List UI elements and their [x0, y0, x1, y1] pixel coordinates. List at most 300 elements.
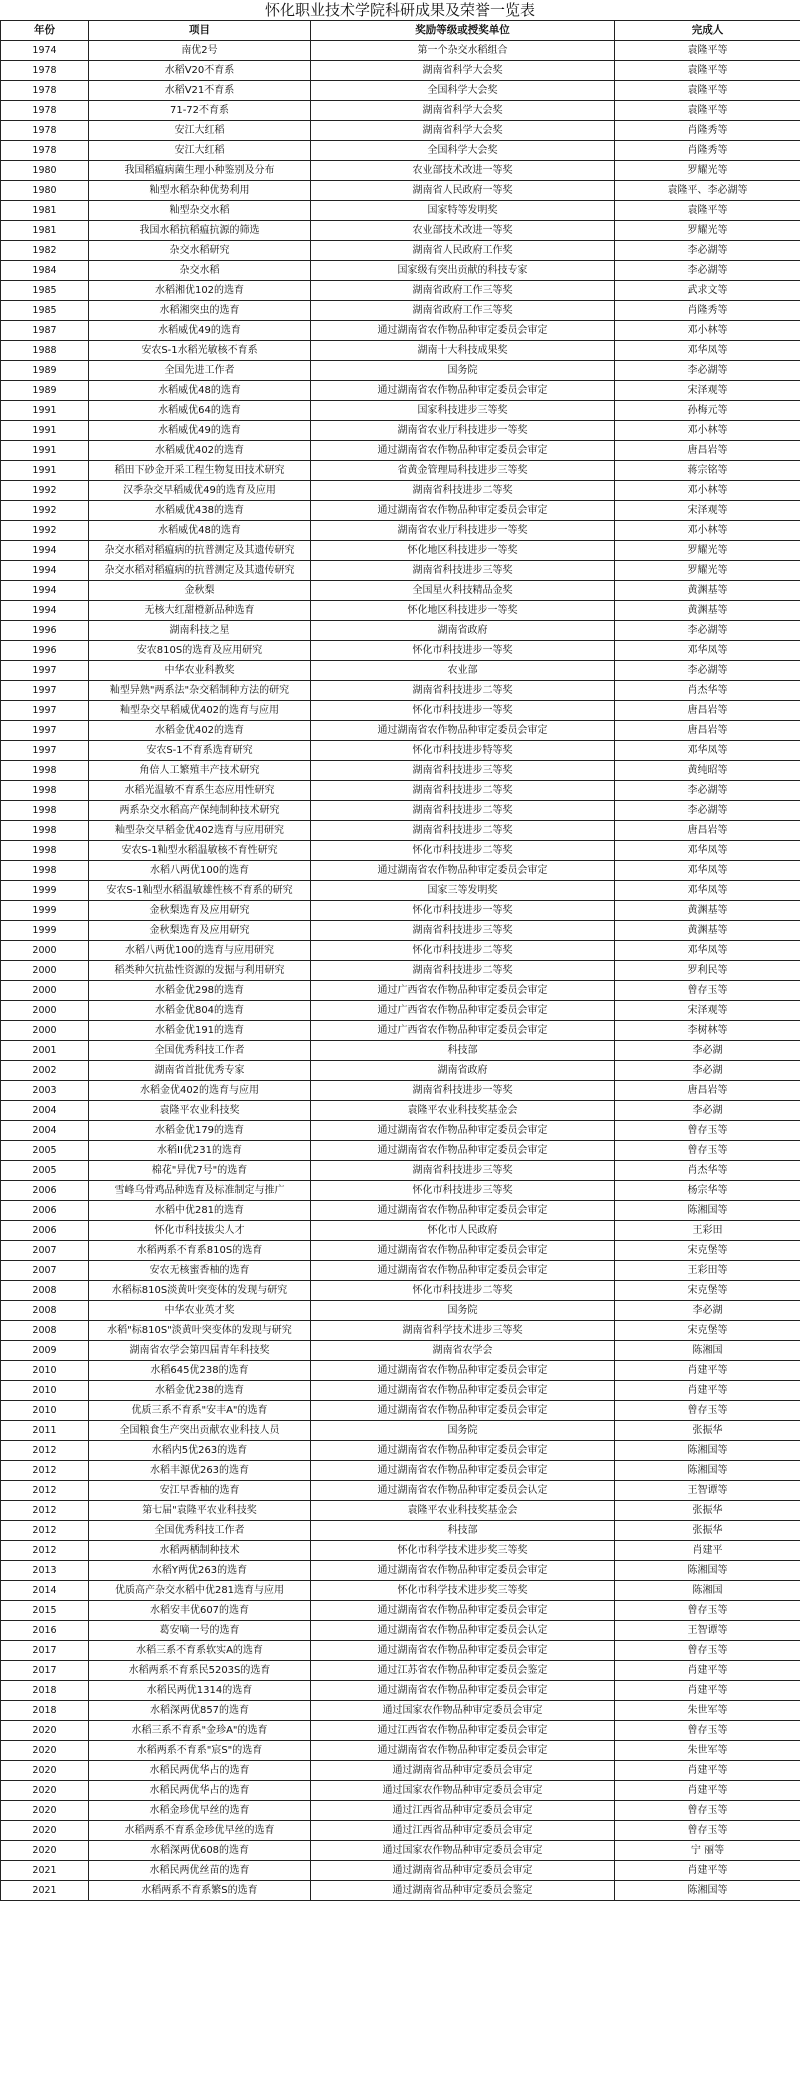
table-row — [1, 361, 800, 381]
cell-year: 2021 — [1, 1881, 89, 1901]
cell-award: 怀化地区科技进步一等奖 — [311, 541, 615, 561]
cell-year: 1980 — [1, 161, 89, 181]
cell-project: 怀化市科技拔尖人才 — [89, 1221, 311, 1241]
table-row — [1, 1001, 800, 1021]
cell-year: 1994 — [1, 541, 89, 561]
cell-project: 籼型杂交早稻威优402的选育与应用 — [89, 701, 311, 721]
cell-year: 1991 — [1, 461, 89, 481]
cell-year: 1994 — [1, 561, 89, 581]
cell-award: 国务院 — [311, 361, 615, 381]
cell-award: 通过湖南省农作物品种审定委员会审定 — [311, 501, 615, 521]
cell-person: 张振华 — [615, 1421, 800, 1441]
cell-year: 1997 — [1, 681, 89, 701]
cell-person: 肖建平等 — [615, 1681, 800, 1701]
cell-year: 1999 — [1, 921, 89, 941]
cell-person: 曾存玉等 — [615, 1721, 800, 1741]
cell-person: 武求文等 — [615, 281, 800, 301]
cell-project: 角倍人工繁殖丰产技术研究 — [89, 761, 311, 781]
cell-project: 水稻威优49的选育 — [89, 321, 311, 341]
cell-award: 通过湖南省农作物品种审定委员会审定 — [311, 1241, 615, 1261]
cell-person: 王智谭等 — [615, 1621, 800, 1641]
cell-year: 2020 — [1, 1841, 89, 1861]
cell-year: 1996 — [1, 641, 89, 661]
cell-project: 安农无核蜜香柚的选育 — [89, 1261, 311, 1281]
cell-project: 全国优秀科技工作者 — [89, 1041, 311, 1061]
cell-award: 通过江西省农作物品种审定委员会审定 — [311, 1721, 615, 1741]
table-row — [1, 1361, 800, 1381]
cell-person: 邓小林等 — [615, 481, 800, 501]
cell-year: 1994 — [1, 601, 89, 621]
table-row — [1, 121, 800, 141]
cell-person: 唐昌岩等 — [615, 721, 800, 741]
cell-year: 1998 — [1, 841, 89, 861]
cell-award: 怀化市科技进步三等奖 — [311, 1181, 615, 1201]
table-row — [1, 1861, 800, 1881]
cell-award: 湖南省科学技术进步三等奖 — [311, 1321, 615, 1341]
cell-project: 金秋梨选育及应用研究 — [89, 921, 311, 941]
table-row — [1, 561, 800, 581]
cell-award: 湖南省科技进步三等奖 — [311, 561, 615, 581]
cell-year: 2008 — [1, 1281, 89, 1301]
cell-year: 2012 — [1, 1541, 89, 1561]
cell-project: 中华农业科教奖 — [89, 661, 311, 681]
cell-project: 安农S-1不育系选育研究 — [89, 741, 311, 761]
cell-person: 陈湘国等 — [615, 1441, 800, 1461]
cell-project: 棉花"异优7号"的选育 — [89, 1161, 311, 1181]
table-row — [1, 261, 800, 281]
cell-project: 水稻威优438的选育 — [89, 501, 311, 521]
cell-award: 通过湖南省农作物品种审定委员会审定 — [311, 1561, 615, 1581]
cell-person: 陈湘国等 — [615, 1201, 800, 1221]
cell-person: 王彩田等 — [615, 1261, 800, 1281]
cell-award: 国家科技进步三等奖 — [311, 401, 615, 421]
cell-award: 通过湖南省农作物品种审定委员会审定 — [311, 1601, 615, 1621]
cell-project: 水稻八两优100的选育 — [89, 861, 311, 881]
cell-award: 怀化市科技进步一等奖 — [311, 641, 615, 661]
cell-award: 湖南省科技进步二等奖 — [311, 801, 615, 821]
cell-year: 2020 — [1, 1821, 89, 1841]
cell-award: 国务院 — [311, 1301, 615, 1321]
cell-year: 1997 — [1, 701, 89, 721]
cell-project: 水稻金优804的选育 — [89, 1001, 311, 1021]
cell-person: 李必湖 — [615, 1301, 800, 1321]
cell-project: 籼型异熟"两系法"杂交稻制种方法的研究 — [89, 681, 311, 701]
cell-person: 唐昌岩等 — [615, 1081, 800, 1101]
cell-year: 2000 — [1, 961, 89, 981]
table-row — [1, 1381, 800, 1401]
cell-year: 1985 — [1, 301, 89, 321]
cell-year: 2020 — [1, 1801, 89, 1821]
cell-award: 湖南省科技进步二等奖 — [311, 481, 615, 501]
cell-project: 水稻"标810S"淡黄叶突变体的发现与研究 — [89, 1321, 311, 1341]
table-row — [1, 301, 800, 321]
cell-person: 李必湖等 — [615, 801, 800, 821]
table-row — [1, 1021, 800, 1041]
cell-award: 怀化地区科技进步一等奖 — [311, 601, 615, 621]
cell-project: 湖南省首批优秀专家 — [89, 1061, 311, 1081]
cell-year: 2007 — [1, 1261, 89, 1281]
cell-year: 1998 — [1, 861, 89, 881]
cell-person: 邓华凤等 — [615, 741, 800, 761]
table-row — [1, 1501, 800, 1521]
cell-project: 杂交水稻对稻瘟病的抗普测定及其遗传研究 — [89, 561, 311, 581]
table-row — [1, 1141, 800, 1161]
cell-award: 通过湖南省农作物品种审定委员会认定 — [311, 1481, 615, 1501]
cell-award: 通过广西省农作物品种审定委员会审定 — [311, 1001, 615, 1021]
table-row — [1, 421, 800, 441]
cell-year: 1978 — [1, 101, 89, 121]
table-row — [1, 1741, 800, 1761]
cell-person: 曾存玉等 — [615, 1641, 800, 1661]
cell-year: 2012 — [1, 1461, 89, 1481]
cell-award: 湖南省科技进步二等奖 — [311, 681, 615, 701]
cell-project: 水稻民两优华占的选育 — [89, 1781, 311, 1801]
cell-year: 2020 — [1, 1761, 89, 1781]
cell-year: 2001 — [1, 1041, 89, 1061]
table-row — [1, 961, 800, 981]
cell-year: 2011 — [1, 1421, 89, 1441]
cell-year: 2020 — [1, 1721, 89, 1741]
cell-award: 通过江苏省农作物品种审定委员会鉴定 — [311, 1661, 615, 1681]
cell-award: 科技部 — [311, 1521, 615, 1541]
cell-project: 水稻深两优608的选育 — [89, 1841, 311, 1861]
cell-award: 农业部技术改进一等奖 — [311, 221, 615, 241]
cell-project: 安江大红稻 — [89, 141, 311, 161]
cell-project: 水稻两栖制种技术 — [89, 1541, 311, 1561]
cell-year: 2021 — [1, 1861, 89, 1881]
header-award: 奖励等级或授奖单位 — [311, 21, 615, 41]
cell-project: 水稻内5优263的选育 — [89, 1441, 311, 1461]
cell-award: 国务院 — [311, 1421, 615, 1441]
table-row — [1, 981, 800, 1001]
cell-award: 通过国家农作物品种审定委员会审定 — [311, 1841, 615, 1861]
cell-year: 2007 — [1, 1241, 89, 1261]
cell-year: 1994 — [1, 581, 89, 601]
cell-person: 唐昌岩等 — [615, 701, 800, 721]
cell-award: 湖南十大科技成果奖 — [311, 341, 615, 361]
table-row — [1, 1181, 800, 1201]
cell-award: 怀化市科技进步一等奖 — [311, 901, 615, 921]
table-row — [1, 1441, 800, 1461]
cell-person: 邓华凤等 — [615, 861, 800, 881]
cell-person: 李必湖 — [615, 1101, 800, 1121]
cell-project: 籼型杂交水稻 — [89, 201, 311, 221]
cell-award: 怀化市科技进步二等奖 — [311, 841, 615, 861]
cell-person: 黄渊基等 — [615, 901, 800, 921]
cell-award: 农业部 — [311, 661, 615, 681]
cell-project: 水稻八两优100的选育与应用研究 — [89, 941, 311, 961]
cell-project: 71-72不育系 — [89, 101, 311, 121]
cell-project: 水稻光温敏不育系生态应用性研究 — [89, 781, 311, 801]
cell-award: 通过广西省农作物品种审定委员会审定 — [311, 981, 615, 1001]
cell-year: 2018 — [1, 1681, 89, 1701]
cell-project: 水稻金优191的选育 — [89, 1021, 311, 1041]
cell-award: 湖南省科学大会奖 — [311, 101, 615, 121]
cell-person: 孙梅元等 — [615, 401, 800, 421]
cell-project: 水稻威优64的选育 — [89, 401, 311, 421]
cell-project: 安农S-1籼型水稻温敏核不育性研究 — [89, 841, 311, 861]
cell-person: 杨宗华等 — [615, 1181, 800, 1201]
cell-person: 张振华 — [615, 1521, 800, 1541]
cell-year: 2008 — [1, 1301, 89, 1321]
cell-year: 1984 — [1, 261, 89, 281]
table-row — [1, 701, 800, 721]
cell-person: 李必湖等 — [615, 241, 800, 261]
cell-year: 1998 — [1, 821, 89, 841]
cell-project: 安江大红稻 — [89, 121, 311, 141]
table-row — [1, 861, 800, 881]
table-row — [1, 601, 800, 621]
table-row — [1, 1801, 800, 1821]
cell-award: 怀化市科学技术进步奖三等奖 — [311, 1581, 615, 1601]
cell-person: 肖建平 — [615, 1541, 800, 1561]
cell-project: 水稻金优402的选育 — [89, 721, 311, 741]
cell-year: 1998 — [1, 801, 89, 821]
cell-person: 李必湖等 — [615, 261, 800, 281]
cell-project: 两系杂交水稻高产保纯制种技术研究 — [89, 801, 311, 821]
table-row — [1, 921, 800, 941]
cell-project: 南优2号 — [89, 41, 311, 61]
cell-year: 2010 — [1, 1381, 89, 1401]
cell-person: 陈湘国 — [615, 1341, 800, 1361]
table-row — [1, 101, 800, 121]
cell-year: 1991 — [1, 401, 89, 421]
cell-award: 湖南省科技进步二等奖 — [311, 821, 615, 841]
cell-year: 1985 — [1, 281, 89, 301]
cell-project: 全国优秀科技工作者 — [89, 1521, 311, 1541]
cell-award: 湖南省政府 — [311, 1061, 615, 1081]
cell-year: 2010 — [1, 1361, 89, 1381]
table-row — [1, 281, 800, 301]
cell-project: 袁隆平农业科技奖 — [89, 1101, 311, 1121]
cell-award: 通过湖南省农作物品种审定委员会认定 — [311, 1621, 615, 1641]
cell-person: 邓华凤等 — [615, 841, 800, 861]
table-row — [1, 801, 800, 821]
cell-person: 蒋宗铭等 — [615, 461, 800, 481]
cell-person: 唐昌岩等 — [615, 441, 800, 461]
table-row — [1, 1101, 800, 1121]
cell-award: 通过江西省品种审定委员会审定 — [311, 1801, 615, 1821]
table-row — [1, 1061, 800, 1081]
cell-year: 2012 — [1, 1521, 89, 1541]
cell-person: 王彩田 — [615, 1221, 800, 1241]
cell-project: 籼型水稻杂种优势利用 — [89, 181, 311, 201]
table-row — [1, 781, 800, 801]
cell-year: 1992 — [1, 481, 89, 501]
cell-person: 陈湘国等 — [615, 1461, 800, 1481]
cell-project: 水稻威优48的选育 — [89, 381, 311, 401]
cell-award: 通过湖南省品种审定委员会鉴定 — [311, 1881, 615, 1901]
table-row — [1, 381, 800, 401]
cell-award: 湖南省科学大会奖 — [311, 121, 615, 141]
table-row — [1, 1421, 800, 1441]
cell-project: 雪峰乌骨鸡品种选育及标准制定与推广 — [89, 1181, 311, 1201]
cell-project: 我国水稻抗稻瘟抗源的筛选 — [89, 221, 311, 241]
cell-year: 2000 — [1, 941, 89, 961]
cell-award: 通过湖南省农作物品种审定委员会审定 — [311, 441, 615, 461]
cell-year: 2014 — [1, 1581, 89, 1601]
cell-project: 水稻两系不育系民5203S的选育 — [89, 1661, 311, 1681]
table-row — [1, 1201, 800, 1221]
cell-year: 2004 — [1, 1101, 89, 1121]
cell-award: 通过湖南省农作物品种审定委员会审定 — [311, 1141, 615, 1161]
cell-year: 2005 — [1, 1161, 89, 1181]
cell-project: 水稻三系不育系软实A的选育 — [89, 1641, 311, 1661]
cell-person: 肖建平等 — [615, 1761, 800, 1781]
cell-person: 罗耀光等 — [615, 541, 800, 561]
cell-year: 1981 — [1, 221, 89, 241]
cell-person: 张振华 — [615, 1501, 800, 1521]
cell-year: 2000 — [1, 1021, 89, 1041]
cell-award: 湖南省科技进步三等奖 — [311, 761, 615, 781]
cell-person: 袁隆平等 — [615, 61, 800, 81]
cell-person: 邓华凤等 — [615, 341, 800, 361]
table-row — [1, 1821, 800, 1841]
table-row — [1, 761, 800, 781]
cell-project: 无核大红甜橙新品种选育 — [89, 601, 311, 621]
cell-award: 湖南省科技进步三等奖 — [311, 1161, 615, 1181]
table-row — [1, 1481, 800, 1501]
cell-project: 水稻V20不育系 — [89, 61, 311, 81]
table-row — [1, 941, 800, 961]
cell-award: 通过湖南省农作物品种审定委员会审定 — [311, 1681, 615, 1701]
cell-year: 1989 — [1, 361, 89, 381]
cell-project: 水稻三系不育系"金珍A"的选育 — [89, 1721, 311, 1741]
cell-year: 1999 — [1, 881, 89, 901]
cell-year: 1978 — [1, 121, 89, 141]
cell-award: 湖南省人民政府工作奖 — [311, 241, 615, 261]
cell-award: 第一个杂交水稻组合 — [311, 41, 615, 61]
cell-project: 水稻V21不育系 — [89, 81, 311, 101]
table-row — [1, 1641, 800, 1661]
cell-year: 2015 — [1, 1601, 89, 1621]
table-row — [1, 1781, 800, 1801]
cell-person: 陈湘国等 — [615, 1881, 800, 1901]
cell-person: 李必湖等 — [615, 621, 800, 641]
cell-person: 李必湖等 — [615, 661, 800, 681]
cell-person: 肖建平等 — [615, 1381, 800, 1401]
cell-year: 2012 — [1, 1501, 89, 1521]
cell-person: 陈湘国等 — [615, 1561, 800, 1581]
cell-person: 李必湖等 — [615, 361, 800, 381]
cell-award: 通过湖南省农作物品种审定委员会审定 — [311, 1381, 615, 1401]
cell-award: 怀化市科学技术进步奖三等奖 — [311, 1541, 615, 1561]
table-row — [1, 1721, 800, 1741]
cell-person: 曾存玉等 — [615, 1821, 800, 1841]
cell-person: 曾存玉等 — [615, 1801, 800, 1821]
cell-year: 2008 — [1, 1321, 89, 1341]
cell-project: 汉季杂交早稻威优49的选育及应用 — [89, 481, 311, 501]
cell-award: 怀化市科技进步二等奖 — [311, 941, 615, 961]
cell-award: 湖南省人民政府一等奖 — [311, 181, 615, 201]
cell-person: 李必湖 — [615, 1041, 800, 1061]
cell-award: 省黄金管理局科技进步三等奖 — [311, 461, 615, 481]
cell-person: 黄纯昭等 — [615, 761, 800, 781]
cell-person: 宁 丽等 — [615, 1841, 800, 1861]
table-row — [1, 1581, 800, 1601]
table-row — [1, 161, 800, 181]
cell-year: 1991 — [1, 441, 89, 461]
cell-project: 水稻金优238的选育 — [89, 1381, 311, 1401]
cell-award: 通过湖南省农作物品种审定委员会审定 — [311, 1741, 615, 1761]
cell-year: 1978 — [1, 61, 89, 81]
cell-person: 袁隆平等 — [615, 101, 800, 121]
table-row — [1, 741, 800, 761]
table-row — [1, 61, 800, 81]
table-row — [1, 1701, 800, 1721]
table-row — [1, 1841, 800, 1861]
cell-project: 籼型杂交早稻金优402选育与应用研究 — [89, 821, 311, 841]
cell-year: 2004 — [1, 1121, 89, 1141]
cell-award: 湖南省农业厅科技进步一等奖 — [311, 521, 615, 541]
cell-project: 水稻安丰优607的选育 — [89, 1601, 311, 1621]
table-row — [1, 721, 800, 741]
cell-project: 水稻两系不育系810S的选育 — [89, 1241, 311, 1261]
cell-year: 1992 — [1, 521, 89, 541]
cell-award: 全国星火科技精品金奖 — [311, 581, 615, 601]
cell-person: 肖杰华等 — [615, 1161, 800, 1181]
cell-year: 1982 — [1, 241, 89, 261]
achievements-table — [0, 20, 800, 1901]
cell-person: 邓华凤等 — [615, 641, 800, 661]
cell-project: 安农S-1水稻光敏核不育系 — [89, 341, 311, 361]
cell-year: 1989 — [1, 381, 89, 401]
table-row — [1, 1241, 800, 1261]
cell-person: 袁隆平等 — [615, 81, 800, 101]
cell-project: 稻类种欠抗盐性资源的发掘与利用研究 — [89, 961, 311, 981]
cell-person: 曾存玉等 — [615, 1121, 800, 1141]
table-row — [1, 1881, 800, 1901]
cell-year: 2017 — [1, 1661, 89, 1681]
cell-project: 安农810S的选育及应用研究 — [89, 641, 311, 661]
cell-project: 水稻两系不育系繁S的选育 — [89, 1881, 311, 1901]
cell-award: 怀化市科技进步特等奖 — [311, 741, 615, 761]
cell-project: 中华农业英才奖 — [89, 1301, 311, 1321]
cell-project: 水稻标810S淡黄叶突变体的发现与研究 — [89, 1281, 311, 1301]
cell-year: 1991 — [1, 421, 89, 441]
cell-project: 杂交水稻研究 — [89, 241, 311, 261]
cell-award: 湖南省科技进步一等奖 — [311, 1081, 615, 1101]
table-row — [1, 1681, 800, 1701]
cell-project: 水稻II优231的选育 — [89, 1141, 311, 1161]
cell-year: 2012 — [1, 1441, 89, 1461]
cell-person: 肖建平等 — [615, 1361, 800, 1381]
cell-project: 金秋梨选育及应用研究 — [89, 901, 311, 921]
cell-year: 2009 — [1, 1341, 89, 1361]
cell-award: 袁隆平农业科技奖基金会 — [311, 1501, 615, 1521]
cell-person: 肖建平等 — [615, 1661, 800, 1681]
table-row — [1, 461, 800, 481]
table-row — [1, 1321, 800, 1341]
cell-year: 1997 — [1, 741, 89, 761]
cell-award: 通过湖南省农作物品种审定委员会审定 — [311, 1401, 615, 1421]
cell-award: 通过国家农作物品种审定委员会审定 — [311, 1701, 615, 1721]
table-row — [1, 1521, 800, 1541]
cell-award: 通过江西省品种审定委员会审定 — [311, 1821, 615, 1841]
cell-project: 杂交水稻对稻瘟病的抗普测定及其遗传研究 — [89, 541, 311, 561]
cell-year: 2013 — [1, 1561, 89, 1581]
table-row — [1, 1121, 800, 1141]
cell-project: 杂交水稻 — [89, 261, 311, 281]
cell-project: 安江早香柚的选育 — [89, 1481, 311, 1501]
cell-award: 国家级有突出贡献的科技专家 — [311, 261, 615, 281]
cell-person: 邓华凤等 — [615, 881, 800, 901]
cell-person: 罗利民等 — [615, 961, 800, 981]
cell-person: 肖隆秀等 — [615, 121, 800, 141]
cell-person: 王智谭等 — [615, 1481, 800, 1501]
cell-year: 1996 — [1, 621, 89, 641]
table-row — [1, 1261, 800, 1281]
